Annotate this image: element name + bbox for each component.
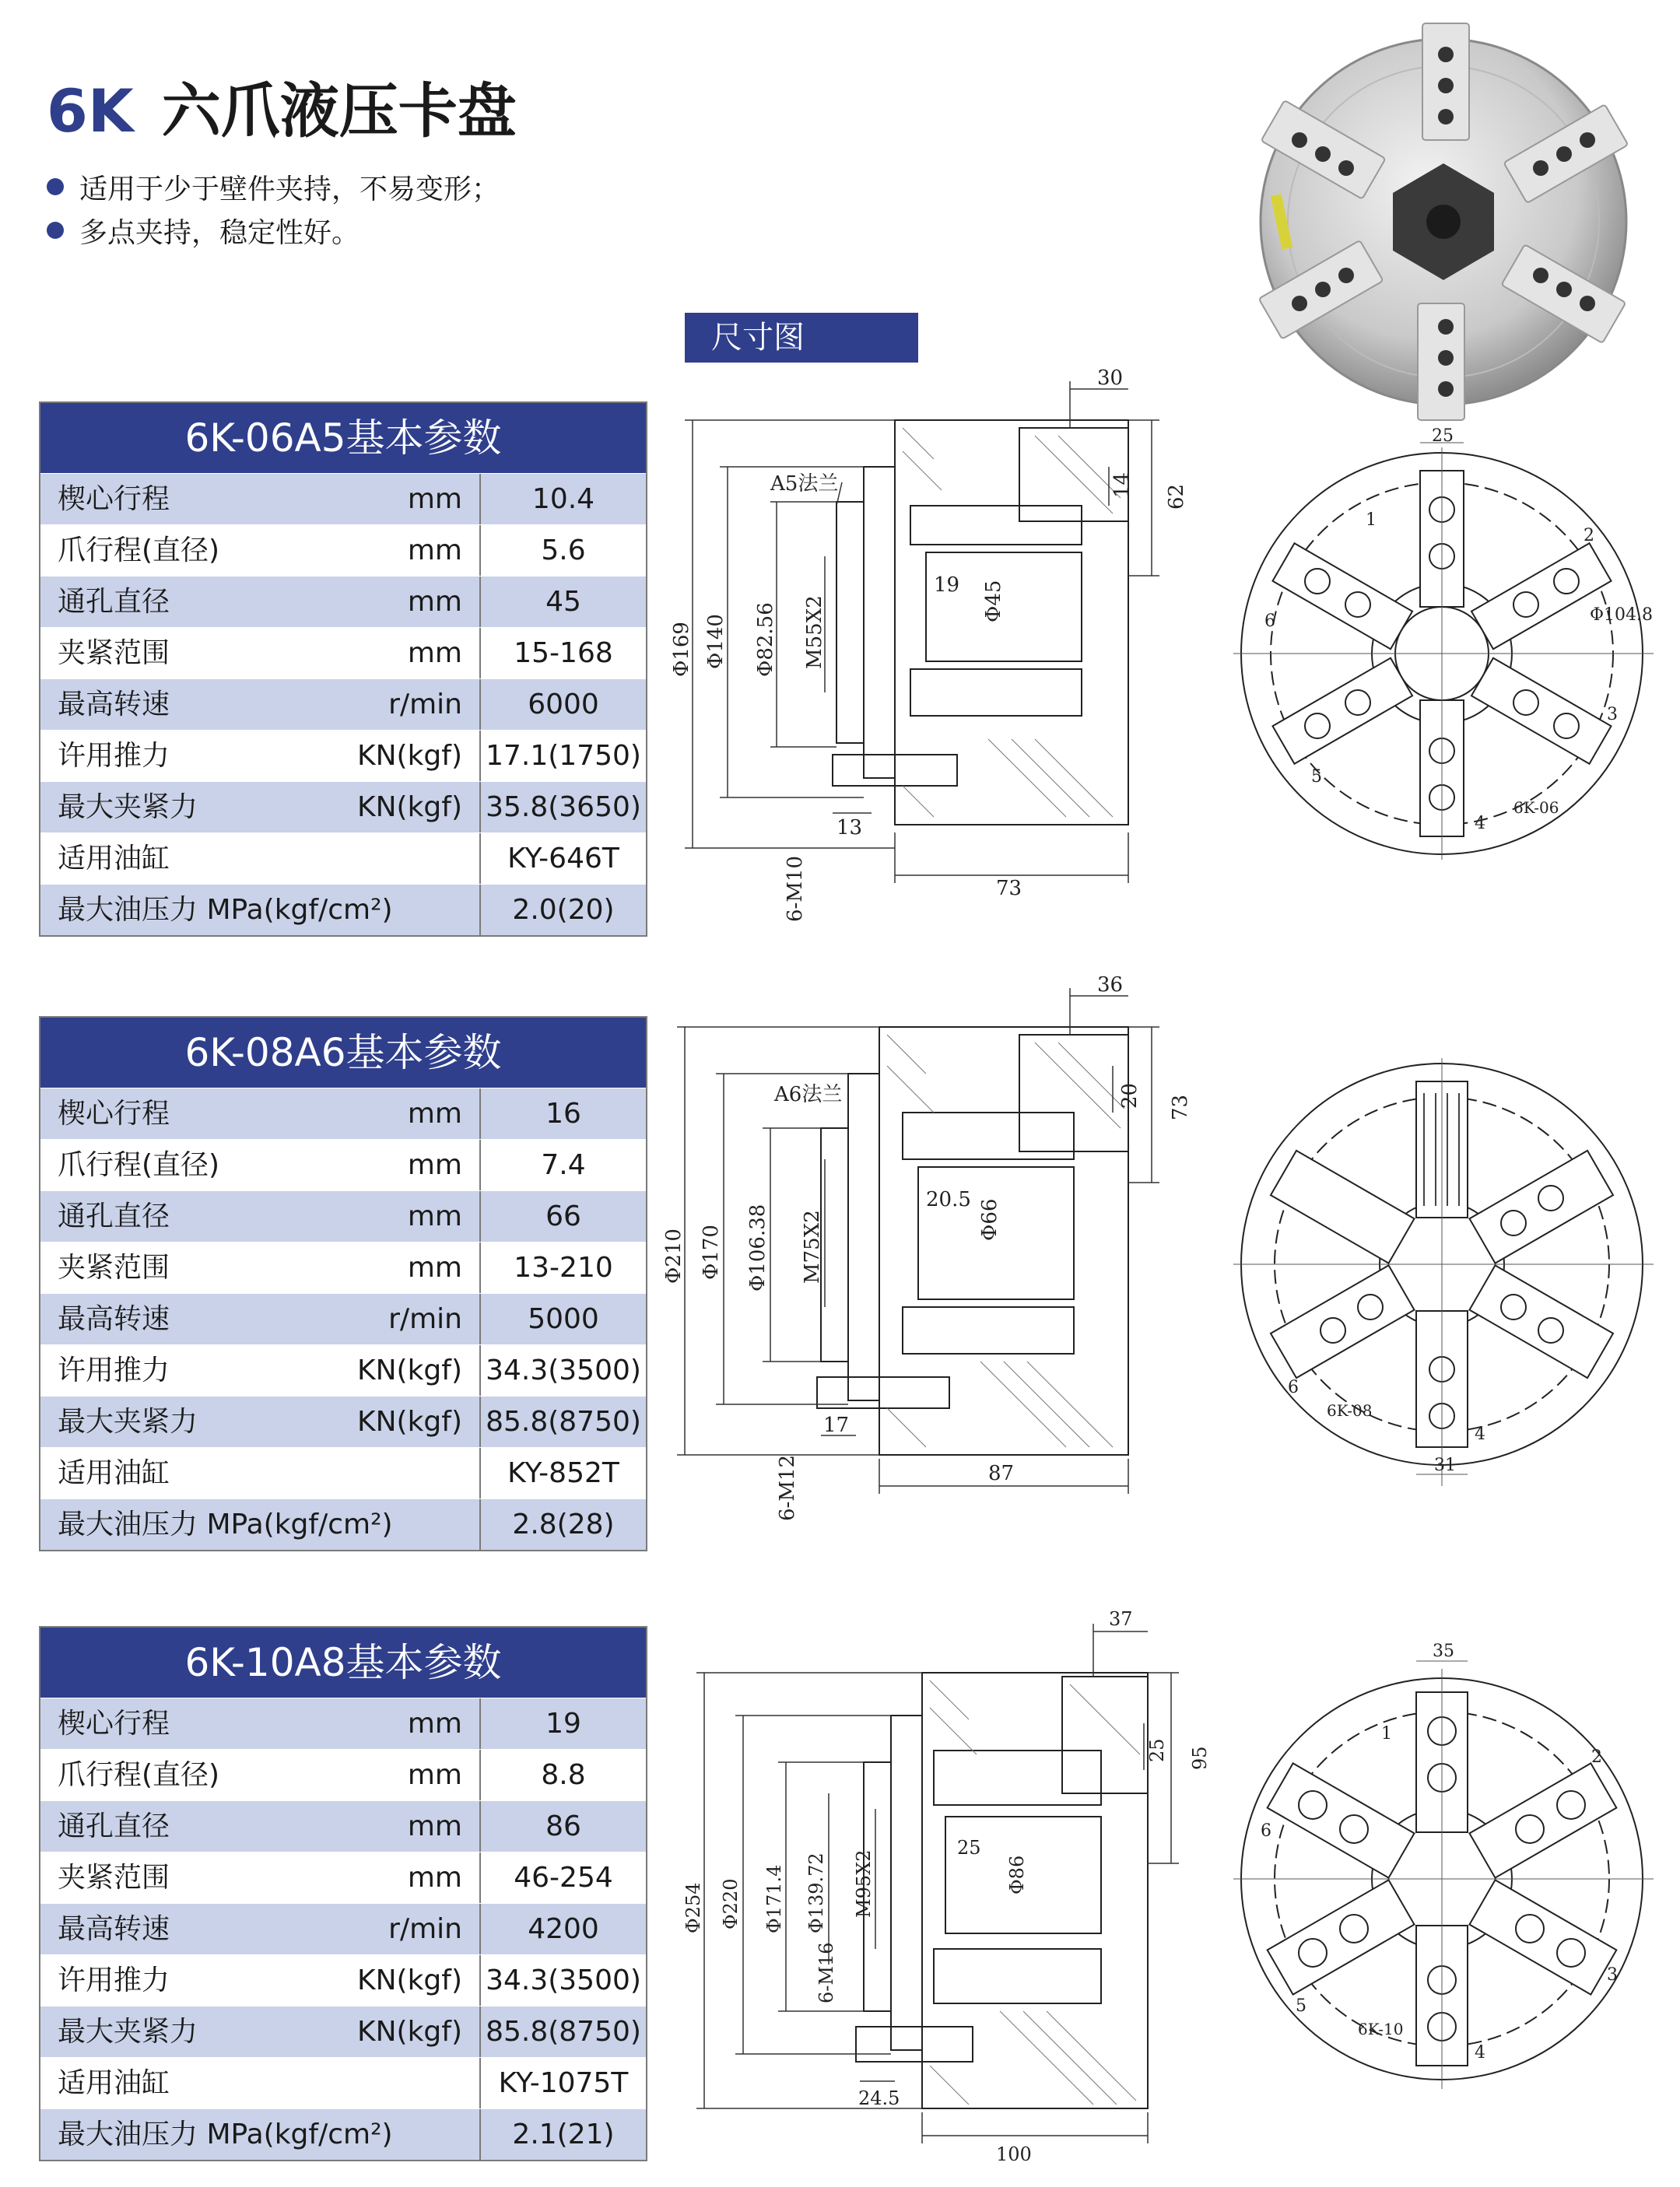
table-row [40, 1800, 646, 1852]
page-title [47, 64, 517, 149]
feature-item [47, 165, 500, 209]
table-row [40, 1954, 646, 2006]
row-unit: KN(kgf) [252, 2007, 481, 2057]
row-name: 通孔直径 [58, 1810, 170, 1842]
row-unit: r/min [252, 1294, 481, 1344]
row-value: 10.4 [531, 483, 595, 515]
row-value: 86 [545, 1810, 581, 1842]
dim-top: 37 [1109, 1608, 1133, 1630]
front-view-6k-08 [1233, 1050, 1669, 1502]
table-row [40, 884, 646, 935]
param-table-6k-10a8 [39, 1626, 647, 2161]
row-value: 45 [545, 586, 581, 618]
table-row [40, 1698, 646, 1749]
dim-d4: Φ139.72 [805, 1852, 827, 1933]
table-row [40, 2108, 646, 2160]
table-row [40, 832, 646, 884]
table-row [40, 1293, 646, 1344]
section-drawing-6k-06 [670, 366, 1222, 934]
dim-offset: 13 [836, 816, 863, 839]
row-value: KY-1075T [498, 2067, 629, 2099]
table-row [40, 1139, 646, 1190]
model-mark: 6K-06 [1513, 798, 1559, 817]
dim-offset: 17 [823, 1414, 850, 1437]
dim-top: 30 [1097, 366, 1124, 390]
jaw-mark: 2 [1584, 526, 1594, 545]
row-name: 夹紧范围 [58, 1862, 170, 1894]
table-title: 6K-06A5基本参数 [40, 403, 646, 473]
table-row [40, 730, 646, 781]
dimension-heading: 尺寸图 [685, 313, 918, 363]
table-row [40, 627, 646, 678]
row-name: 爪行程(直径) [58, 1759, 220, 1791]
product-name: 六爪液压卡盘 [161, 76, 517, 145]
dim-thread: M55X2 [803, 595, 826, 669]
row-name: 夹紧范围 [58, 637, 170, 669]
row-name: 夹紧范围 [58, 1252, 170, 1284]
feature-text: 适用于少于壁件夹持，不易变形； [79, 173, 500, 205]
row-value: 6000 [528, 689, 599, 720]
jaw-mark: 2 [1591, 1747, 1602, 1767]
param-table-6k-06a5 [39, 401, 647, 937]
jaw-mark: 3 [1607, 1965, 1618, 1985]
table-row [40, 524, 646, 576]
row-value: 8.8 [541, 1759, 586, 1791]
table-row [40, 1242, 646, 1293]
dim-jaw-width: 35 [1433, 1642, 1454, 1661]
table-row [40, 473, 646, 524]
row-unit: r/min [252, 679, 481, 730]
flange-label: A6法兰 [774, 1083, 843, 1106]
row-unit: mm [252, 1698, 481, 1749]
row-value: 34.3(3500) [486, 1355, 641, 1386]
row-unit: KN(kgf) [252, 1397, 481, 1447]
table-row [40, 1498, 646, 1550]
row-unit: mm [252, 1140, 481, 1190]
model-mark: 6K-08 [1327, 1401, 1373, 1420]
dim-bolts: 6-M16 [815, 1942, 837, 2003]
table-row [40, 1088, 646, 1139]
row-name: 爪行程(直径) [58, 534, 220, 566]
row-value: 2.1(21) [512, 2119, 615, 2150]
dim-bore: Φ86 [1006, 1855, 1028, 1894]
row-name: 适用油缸 [58, 843, 170, 874]
dim-pcd: Φ104.8 [1590, 605, 1654, 625]
dim-d1: 25 [1146, 1738, 1168, 1762]
row-name: 适用油缸 [58, 2067, 170, 2099]
row-value: 5000 [528, 1303, 599, 1335]
row-unit [252, 833, 481, 884]
dim-bore: Φ66 [978, 1198, 1001, 1241]
dim-bolts: 6-M12 [776, 1454, 799, 1521]
model-code: 6K [47, 76, 134, 145]
row-name: 最大油压力 MPa(kgf/cm²) [58, 1509, 393, 1540]
row-unit: mm [252, 525, 481, 576]
dim-length: 87 [988, 1462, 1015, 1485]
bullet-icon [47, 178, 64, 195]
row-unit: mm [252, 1801, 481, 1852]
row-unit: mm [252, 577, 481, 627]
row-value: 15-168 [514, 637, 613, 669]
table-row [40, 1344, 646, 1396]
row-value: 4200 [528, 1913, 599, 1945]
dim-pitch: Φ140 [704, 614, 728, 669]
dim-d1: 14 [1110, 471, 1134, 498]
dim-d3: Φ82.56 [754, 602, 777, 677]
row-value: 17.1(1750) [486, 740, 641, 772]
dim-bore: Φ45 [982, 580, 1005, 622]
model-mark: 6K-10 [1358, 2020, 1404, 2038]
row-unit [252, 885, 481, 935]
row-value: 35.8(3650) [486, 791, 641, 823]
dim-height: 73 [1169, 1094, 1192, 1120]
row-name: 通孔直径 [58, 1200, 170, 1232]
front-view-6k-10 [1233, 1642, 1669, 2097]
row-value: KY-852T [507, 1457, 619, 1489]
dim-d1: 20 [1118, 1082, 1142, 1109]
row-value: 16 [545, 1098, 581, 1130]
jaw-mark: 6 [1261, 1821, 1271, 1841]
row-unit: mm [252, 1852, 481, 1903]
row-value: 85.8(8750) [486, 2016, 641, 2048]
dim-top: 36 [1097, 973, 1124, 997]
row-unit: mm [252, 1750, 481, 1800]
row-value: 46-254 [514, 1862, 613, 1894]
jaw-mark: 5 [1311, 767, 1322, 787]
row-name: 爪行程(直径) [58, 1149, 220, 1181]
jaw-mark: 4 [1475, 814, 1485, 833]
table-row [40, 576, 646, 627]
dim-height: 95 [1189, 1746, 1211, 1770]
table-row [40, 1749, 646, 1800]
row-name: 最高转速 [58, 1303, 170, 1335]
jaw-mark: 4 [1475, 1425, 1485, 1444]
dim-jaw-width: 25 [1432, 426, 1454, 446]
row-name: 楔心行程 [58, 1098, 170, 1130]
bullet-icon [47, 222, 64, 239]
row-unit: mm [252, 474, 481, 524]
row-unit [252, 2109, 481, 2160]
row-value: KY-646T [507, 843, 619, 874]
row-name: 楔心行程 [58, 483, 170, 515]
row-value: 34.3(3500) [486, 1964, 641, 1996]
feature-list [47, 165, 500, 252]
row-unit: r/min [252, 1904, 481, 1954]
row-unit: KN(kgf) [252, 1345, 481, 1396]
row-name: 最高转速 [58, 1913, 170, 1945]
dim-length: 73 [996, 877, 1022, 900]
jaw-mark: 5 [1296, 1996, 1306, 2016]
row-name: 最大夹紧力 [58, 2016, 198, 2048]
param-table-6k-08a6 [39, 1016, 647, 1551]
section-drawing-6k-08 [662, 973, 1222, 1525]
row-name: 楔心行程 [58, 1708, 170, 1740]
table-row [40, 1903, 646, 1954]
table-row [40, 2057, 646, 2108]
table-title: 6K-10A8基本参数 [40, 1628, 646, 1698]
dim-height: 62 [1165, 483, 1188, 510]
row-value: 13-210 [514, 1252, 613, 1284]
dim-thread: M95X2 [853, 1849, 875, 1918]
dim-d3: Φ171.4 [763, 1864, 785, 1933]
dim-bolts: 6-M10 [784, 855, 807, 922]
row-name: 最大夹紧力 [58, 791, 198, 823]
row-unit [252, 1448, 481, 1498]
row-value: 2.8(28) [512, 1509, 615, 1540]
table-row [40, 678, 646, 730]
table-title: 6K-08A6基本参数 [40, 1018, 646, 1088]
dim-length: 100 [996, 2143, 1032, 2165]
row-unit [252, 2058, 481, 2108]
row-unit: mm [252, 1242, 481, 1293]
row-unit [252, 1499, 481, 1550]
product-photo [1245, 16, 1634, 420]
feature-item [47, 209, 500, 252]
dim-thread: M75X2 [801, 1210, 824, 1284]
front-view-6k-06 [1233, 426, 1669, 875]
row-value: 7.4 [541, 1149, 586, 1181]
dim-pitch: Φ170 [700, 1225, 723, 1280]
row-name: 最大夹紧力 [58, 1406, 198, 1438]
jaw-mark: 1 [1381, 1724, 1392, 1744]
row-name: 最大油压力 MPa(kgf/cm²) [58, 894, 393, 926]
jaw-mark: 3 [1607, 705, 1618, 724]
row-unit: mm [252, 628, 481, 678]
jaw-mark: 6 [1264, 612, 1275, 631]
row-value: 2.0(20) [512, 894, 615, 926]
dim-od: Φ254 [682, 1882, 704, 1933]
dim-pitch: Φ220 [720, 1878, 742, 1929]
row-value: 19 [545, 1708, 581, 1740]
feature-text: 多点夹持，稳定性好。 [79, 216, 360, 249]
row-name: 最高转速 [58, 689, 170, 720]
row-value: 5.6 [541, 534, 586, 566]
table-row [40, 781, 646, 832]
jaw-mark: 4 [1475, 2043, 1485, 2063]
dim-offset: 24.5 [858, 2087, 900, 2109]
row-unit: KN(kgf) [252, 782, 481, 832]
table-row [40, 1396, 646, 1447]
table-row [40, 1190, 646, 1242]
row-name: 最大油压力 MPa(kgf/cm²) [58, 2119, 393, 2150]
table-row [40, 2006, 646, 2057]
row-unit: KN(kgf) [252, 1955, 481, 2006]
row-unit: mm [252, 1088, 481, 1139]
dim-od: Φ169 [670, 622, 693, 677]
table-row [40, 1852, 646, 1903]
row-unit: KN(kgf) [252, 731, 481, 781]
jaw-mark: 6 [1288, 1378, 1299, 1397]
row-unit: mm [252, 1191, 481, 1242]
row-value: 85.8(8750) [486, 1406, 641, 1438]
dim-gap: 19 [934, 573, 960, 597]
dim-jaw-width: 31 [1434, 1456, 1456, 1475]
row-name: 许用推力 [58, 740, 170, 772]
row-name: 通孔直径 [58, 586, 170, 618]
section-drawing-6k-10 [682, 1607, 1233, 2175]
dim-d3: Φ106.38 [746, 1204, 770, 1292]
row-name: 许用推力 [58, 1964, 170, 1996]
table-row [40, 1447, 646, 1498]
flange-label: A5法兰 [770, 472, 839, 496]
jaw-mark: 1 [1366, 510, 1377, 530]
row-name: 适用油缸 [58, 1457, 170, 1489]
dim-gap: 20.5 [926, 1188, 971, 1211]
dim-od: Φ210 [662, 1228, 686, 1284]
row-value: 66 [545, 1200, 581, 1232]
dim-gap: 25 [957, 1837, 981, 1859]
row-name: 许用推力 [58, 1355, 170, 1386]
